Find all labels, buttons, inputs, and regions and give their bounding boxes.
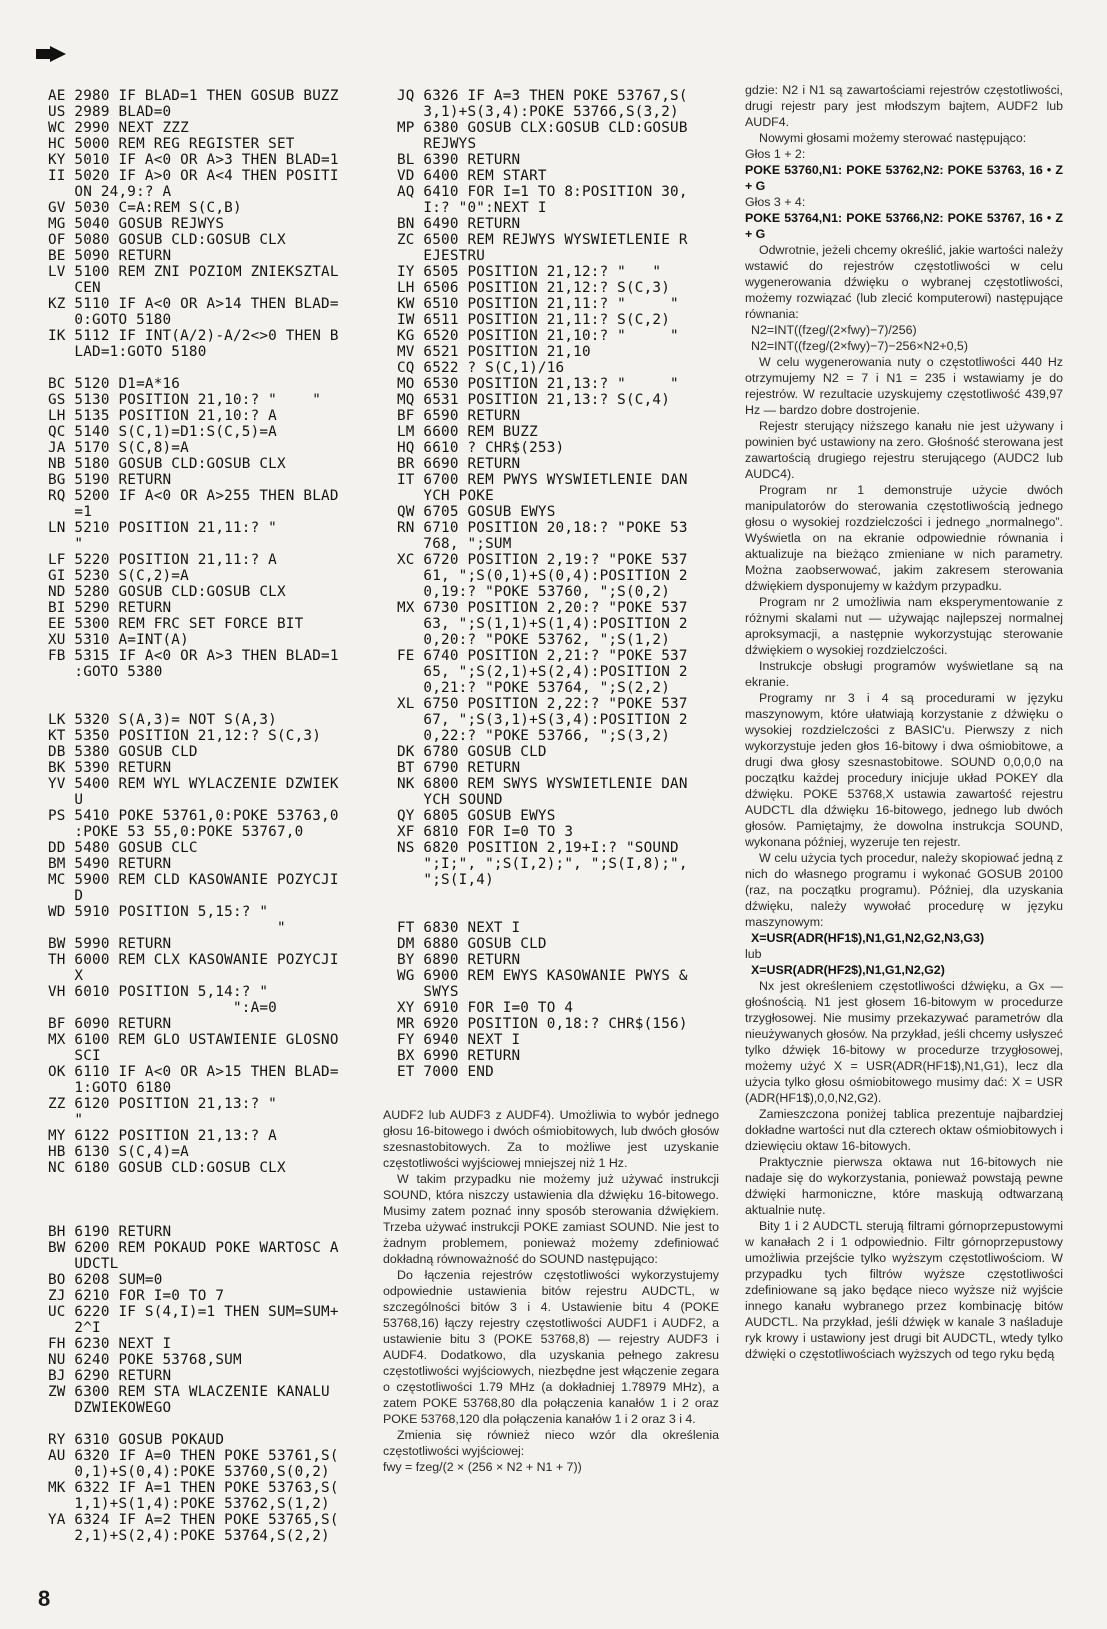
code-line: FH 6230 NEXT I	[48, 1336, 172, 1352]
code-line: "	[48, 536, 84, 552]
code-line: AE 2980 IF BLAD=1 THEN GOSUB BUZZ	[48, 88, 339, 104]
code-line: 3,1)+S(3,4):POKE 53766,S(3,2)	[397, 104, 679, 120]
voice-label: Głos 3 + 4:	[745, 195, 806, 209]
code-line: BG 5190 RETURN	[48, 472, 172, 488]
code-line: LK 5320 S(A,3)= NOT S(A,3)	[48, 712, 277, 728]
code-line: FE 6740 POSITION 2,21:? "POKE 537	[397, 648, 688, 664]
code-line: ON 24,9:? A	[48, 184, 172, 200]
code-line: BW 6200 REM POKAUD POKE WARTOSC A	[48, 1240, 339, 1256]
formula-text: X=USR(ADR(HF2$),N1,G1,N2,G2)	[751, 963, 945, 977]
code-line: 63, ";S(1,1)+S(1,4):POSITION 2	[397, 616, 688, 632]
code-line	[48, 680, 339, 696]
code-line: JA 5170 S(C,8)=A	[48, 440, 189, 456]
code-line: QW 6705 GOSUB EWYS	[397, 504, 556, 520]
code-line: OF 5080 GOSUB CLD:GOSUB CLX	[48, 232, 286, 248]
code-line: RN 6710 POSITION 20,18:? "POKE 53	[397, 520, 688, 536]
code-line: SCI	[48, 1048, 101, 1064]
article-text-column-3	[745, 82, 1063, 1362]
code-line: MK 6322 IF A=1 THEN POKE 53763,S(	[48, 1480, 339, 1496]
code-line: HC 5000 REM REG REGISTER SET	[48, 136, 295, 152]
paragraph: Program nr 2 umożliwia nam eksperymentowanie z różnymi skalami nut — używając najlepszej normalnej aproksymacji, a następnie wykorzystując sterowanie dźwiękiem o wysokiej rozdzielczości.	[745, 595, 1063, 657]
code-line: WG 6900 REM EWYS KASOWANIE PWYS &	[397, 968, 688, 984]
code-line: BF 6090 RETURN	[48, 1016, 172, 1032]
voice-formula	[745, 210, 1063, 242]
code-line: BR 6690 RETURN	[397, 456, 521, 472]
code-line: ZW 6300 REM STA WLACZENIE KANALU	[48, 1384, 330, 1400]
code-line: ZC 6500 REM REJWYS WYSWIETLENIE R	[397, 232, 688, 248]
code-line: 0,21:? "POKE 53764, ";S(2,2)	[397, 680, 671, 696]
code-line: 0,1)+S(0,4):POKE 53760,S(0,2)	[48, 1464, 330, 1480]
paragraph: W celu wygenerowania nuty o częstotliwości 440 Hz otrzymujemy N2 = 7 i N1 = 235 i wstawiamy je do rejestrów. W rezultacie uzyskujemy częstotliwość 439,97 Hz — bardzo dobre dostrojenie.	[745, 355, 1063, 417]
code-line: KG 6520 POSITION 21,10:? " "	[397, 328, 679, 344]
code-line: D	[48, 888, 84, 904]
code-line: 768, ";SUM	[397, 536, 512, 552]
code-line: :POKE 53 55,0:POKE 53767,0	[48, 824, 304, 840]
paragraph: Do łączenia rejestrów częstotliwości wykorzystujemy odpowiednie ustawienia bitów rejestru AUDCTL, w szczególności bitów 3 i 4. Ustawienie bitu 4 (POKE 53768,16) łączy rejestry częstotliwości AUDF1 i AUDF2, a ustawienie bitu 3 (POKE 53768,8) — rejestry AUDF3 i AUDF4. Dodatkowo, dla uzyskania pełnego zakresu częstotliwości wyjściowych, niezbędne jest włączenie zegara o częstotliwości 1.79 MHz (a dokładniej 1.78979 MHz), a zatem POKE 53768,80 dla połączenia kanałów 1 i 2 oraz POKE 53768,120 dla połączenia kanałów 1 i 2 oraz 3 i 4.	[383, 1268, 719, 1426]
formula-fwy: fwy = fzeg/(2 × (256 × N2 + N1 + 7))	[383, 1460, 582, 1474]
code-line: NU 6240 POKE 53768,SUM	[48, 1352, 242, 1368]
code-line: FY 6940 NEXT I	[397, 1032, 521, 1048]
code-line: 2^I	[48, 1320, 101, 1336]
code-line: :GOTO 5380	[48, 664, 163, 680]
code-line	[48, 1416, 339, 1432]
paragraph: W takim przypadku nie możemy już używać instrukcji SOUND, która niszczy ustawienia dla dźwięku 16-bitowego. Musimy zatem poznać inny sposób sterowania dźwiękiem. Trzeba używać instrukcji POKE zamiast SOUND. Nie jest to żadnym problemem, ponieważ możemy zdefiniować dokładną równoważność do SOUND następująco:	[383, 1172, 719, 1266]
equation: N2=INT((fzeg/(2×fwy)−7)/256)	[751, 323, 917, 337]
paragraph: gdzie: N2 i N1 są zawartościami rejestrów częstotliwości, drugi rejestr pary jest młodszym bajtem, AUDF2 lub AUDF4.	[745, 83, 1063, 129]
code-line: 61, ";S(0,1)+S(0,4):POSITION 2	[397, 568, 688, 584]
code-line: RQ 5200 IF A<0 OR A>255 THEN BLAD	[48, 488, 339, 504]
paragraph: Rejestr sterujący niższego kanału nie jest używany i powinien być ustawiony na zero. Głośność sterowana jest zawartością drugiego rejestru sterującego (AUDC2 lub AUDC4).	[745, 419, 1063, 481]
code-line: REJWYS	[397, 136, 477, 152]
code-line: UDCTL	[48, 1256, 119, 1272]
paragraph: lub	[745, 947, 762, 961]
code-line: VH 6010 POSITION 5,14:? "	[48, 984, 269, 1000]
paragraph: Praktycznie pierwsza oktawa nut 16-bitowych nie nadaje się do wykorzystania, ponieważ powstają pewne dźwięki harmoniczne, które maskują odtwarzaną aktualnie nutę.	[745, 1155, 1063, 1217]
code-line: BL 6390 RETURN	[397, 152, 521, 168]
code-line: IK 5112 IF INT(A/2)-A/2<>0 THEN B	[48, 328, 339, 344]
code-line: "	[48, 1112, 84, 1128]
code-line: DM 6880 GOSUB CLD	[397, 936, 547, 952]
code-line: SWYS	[397, 984, 459, 1000]
code-line: 2,1)+S(2,4):POKE 53764,S(2,2)	[48, 1528, 330, 1544]
code-line: KT 5350 POSITION 21,12:? S(C,3)	[48, 728, 322, 744]
code-line: MC 5900 REM CLD KASOWANIE POZYCJI	[48, 872, 339, 888]
code-line: QY 6805 GOSUB EWYS	[397, 808, 556, 824]
code-line: ";I;", ";S(I,2);", ";S(I,8);",	[397, 856, 688, 872]
code-line: HB 6130 S(C,4)=A	[48, 1144, 189, 1160]
article-text-column-2	[383, 1107, 719, 1475]
code-line: AQ 6410 FOR I=1 TO 8:POSITION 30,	[397, 184, 688, 200]
paragraph: W celu użycia tych procedur, należy skopiować jedną z nich do własnego programu i wykonać GOSUB 20100 (raz, na początku programu). Później, dla uzyskania dźwięku, należy wywołać procedurę w języku maszynowym:	[745, 851, 1063, 929]
code-line: UC 6220 IF S(4,I)=1 THEN SUM=SUM+	[48, 1304, 339, 1320]
code-line: NK 6800 REM SWYS WYSWIETLENIE DAN	[397, 776, 688, 792]
code-line: 0,22:? "POKE 53766, ";S(3,2)	[397, 728, 671, 744]
code-line	[48, 1176, 339, 1192]
code-line: 0,19:? "POKE 53760, ";S(0,2)	[397, 584, 671, 600]
code-line: NB 5180 GOSUB CLD:GOSUB CLX	[48, 456, 286, 472]
code-listing-column-1	[48, 88, 339, 1544]
code-line: BJ 6290 RETURN	[48, 1368, 172, 1384]
code-line: DD 5480 GOSUB CLC	[48, 840, 198, 856]
code-line: CEN	[48, 280, 101, 296]
code-line: MV 6521 POSITION 21,10	[397, 344, 591, 360]
voice-formula	[745, 162, 1063, 194]
code-line: YCH SOUND	[397, 792, 503, 808]
code-line	[48, 696, 339, 712]
code-line: MX 6100 REM GLO USTAWIENIE GLOSNO	[48, 1032, 339, 1048]
code-line: DK 6780 GOSUB CLD	[397, 744, 547, 760]
code-line: LN 5210 POSITION 21,11:? "	[48, 520, 277, 536]
code-line: BH 6190 RETURN	[48, 1224, 172, 1240]
paragraph: Programy nr 3 i 4 są procedurami w języku maszynowym, które ułatwiają korzystanie z dźwięku o wysokiej rozdzielczości z BASIC'u. Pierwszy z nich wykorzystuje jeden głos 16-bitowy i dwa ośmiobitowe, a drugi dwa głosy szesnastobitowe. SOUND 0,0,0,0 na początku każdej procedury inicjuje układ POKEY dla dźwięku. POKE 53768,X ustawia zawartość rejestru AUDCTL dla dźwięku 16-bitowego, jednego lub dwóch głosów. Pamiętajmy, że dowolna instrukcja SOUND, wykonana później, wyzeruje ten rejestr.	[745, 691, 1063, 849]
code-line: GV 5030 C=A:REM S(C,B)	[48, 200, 242, 216]
code-line: U	[48, 792, 84, 808]
code-line: 0,20:? "POKE 53762, ";S(1,2)	[397, 632, 671, 648]
code-line: RY 6310 GOSUB POKAUD	[48, 1432, 225, 1448]
formula-text: POKE 53760,N1: POKE 53762,N2: POKE 53763, 16 • Z + G	[745, 163, 1063, 193]
code-line: BF 6590 RETURN	[397, 408, 521, 424]
paragraph: Bity 1 i 2 AUDCTL sterują filtrami górnoprzepustowymi w kanałach 2 i 1 odpowiednio. Filtr górnoprzepustowy umożliwia przejście tylko wyższym częstotliwościom. W przypadku tych filtrów wyższe częstotliwości zdefiniowane są jako będące nieco wyższe niż wyjście innego kanału wybranego przez kombinację bitów AUDCTL. Na przykład, jeśli dźwięk w kanale 3 naśladuje ryk krowy i ustawiony jest drugi bit AUDCTL, wtedy tylko dźwięki o częstotliwościach wyższych od tego ryku będą	[745, 1219, 1063, 1361]
code-line: FB 5315 IF A<0 OR A>3 THEN BLAD=1	[48, 648, 339, 664]
code-line: XF 6810 FOR I=0 TO 3	[397, 824, 574, 840]
code-line: ";S(I,4)	[397, 872, 494, 888]
code-line: XC 6720 POSITION 2,19:? "POKE 537	[397, 552, 688, 568]
code-line: DZWIEKOWEGO	[48, 1400, 172, 1416]
code-line: IW 6511 POSITION 21,11:? S(C,2)	[397, 312, 671, 328]
code-line: DB 5380 GOSUB CLD	[48, 744, 198, 760]
code-line	[397, 904, 688, 920]
code-line: WD 5910 POSITION 5,15:? "	[48, 904, 269, 920]
paragraph: Zmienia się również nieco wzór dla określenia częstotliwości wyjściowej:	[383, 1428, 719, 1458]
paragraph: Odwrotnie, jeżeli chcemy określić, jakie wartości należy wstawić do rejestrów częstotliwości w celu wygenerowania dźwięku o wybranej częstotliwości, możemy rozwiązać (lub zlecić komputerowi) następujące równania:	[745, 243, 1063, 321]
code-line: GI 5230 S(C,2)=A	[48, 568, 189, 584]
code-line: US 2989 BLAD=0	[48, 104, 172, 120]
code-line	[48, 1192, 339, 1208]
code-line: VD 6400 REM START	[397, 168, 547, 184]
code-listing-column-2	[397, 88, 688, 1080]
code-line: AU 6320 IF A=0 THEN POKE 53761,S(	[48, 1448, 339, 1464]
code-line: MR 6920 POSITION 0,18:? CHR$(156)	[397, 1016, 688, 1032]
code-line: MP 6380 GOSUB CLX:GOSUB CLD:GOSUB	[397, 120, 688, 136]
code-line: BW 5990 RETURN	[48, 936, 172, 952]
code-line: MX 6730 POSITION 2,20:? "POKE 537	[397, 600, 688, 616]
code-line: BM 5490 RETURN	[48, 856, 172, 872]
code-line: "	[48, 920, 286, 936]
code-line: CQ 6522 ? S(C,1)/16	[397, 360, 565, 376]
code-line: BO 6208 SUM=0	[48, 1272, 163, 1288]
formula-text: X=USR(ADR(HF1$),N1,G1,N2,G2,N3,G3)	[751, 931, 985, 945]
code-line: 67, ";S(3,1)+S(3,4):POSITION 2	[397, 712, 688, 728]
code-line: XY 6910 FOR I=0 TO 4	[397, 1000, 574, 1016]
code-line: YA 6324 IF A=2 THEN POKE 53765,S(	[48, 1512, 339, 1528]
page-number: 8	[38, 1586, 51, 1611]
code-line: FT 6830 NEXT I	[397, 920, 521, 936]
paragraph: Instrukcje obsługi programów wyświetlane są na ekranie.	[745, 659, 1063, 689]
code-line: BN 6490 RETURN	[397, 216, 521, 232]
code-line: LH 6506 POSITION 21,12:? S(C,3)	[397, 280, 671, 296]
code-line: PS 5410 POKE 53761,0:POKE 53763,0	[48, 808, 339, 824]
code-line: ZJ 6210 FOR I=0 TO 7	[48, 1288, 225, 1304]
code-line: =1	[48, 504, 93, 520]
code-line: BT 6790 RETURN	[397, 760, 521, 776]
code-line: MO 6530 POSITION 21,13:? " "	[397, 376, 679, 392]
code-line: KZ 5110 IF A<0 OR A>14 THEN BLAD=	[48, 296, 339, 312]
code-line	[48, 360, 339, 376]
code-line: BE 5090 RETURN	[48, 248, 172, 264]
code-line: YCH POKE	[397, 488, 494, 504]
code-line: BX 6990 RETURN	[397, 1048, 521, 1064]
code-line	[397, 888, 688, 904]
code-line: NS 6820 POSITION 2,19+I:? "SOUND	[397, 840, 679, 856]
code-line: KY 5010 IF A<0 OR A>3 THEN BLAD=1	[48, 152, 339, 168]
code-line: II 5020 IF A>0 OR A<4 THEN POSITI	[48, 168, 339, 184]
code-line: MY 6122 POSITION 21,13:? A	[48, 1128, 277, 1144]
code-line: JQ 6326 IF A=3 THEN POKE 53767,S(	[397, 88, 688, 104]
code-line: LAD=1:GOTO 5180	[48, 344, 207, 360]
code-line: XU 5310 A=INT(A)	[48, 632, 189, 648]
code-line: YV 5400 REM WYL WYLACZENIE DZWIEK	[48, 776, 339, 792]
code-line: OK 6110 IF A<0 OR A>15 THEN BLAD=	[48, 1064, 339, 1080]
code-line: BY 6890 RETURN	[397, 952, 521, 968]
code-line: GS 5130 POSITION 21,10:? " "	[48, 392, 322, 408]
code-line: 1,1)+S(1,4):POKE 53762,S(1,2)	[48, 1496, 330, 1512]
code-line: LV 5100 REM ZNI POZIOM ZNIEKSZTAL	[48, 264, 339, 280]
code-line: KW 6510 POSITION 21,11:? " "	[397, 296, 679, 312]
code-line: BI 5290 RETURN	[48, 600, 172, 616]
code-line: LF 5220 POSITION 21,11:? A	[48, 552, 277, 568]
code-line: MQ 6531 POSITION 21,13:? S(C,4)	[397, 392, 671, 408]
usr-call	[745, 962, 1063, 978]
equation: N2=INT((fzeg/(2×fwy)−7)−256×N2+0,5)	[751, 339, 968, 353]
formula-text: POKE 53764,N1: POKE 53766,N2: POKE 53767, 16 • Z + G	[745, 211, 1063, 241]
code-line: 0:GOTO 5180	[48, 312, 172, 328]
code-line: NC 6180 GOSUB CLD:GOSUB CLX	[48, 1160, 286, 1176]
paragraph: AUDF2 lub AUDF3 z AUDF4). Umożliwia to wybór jednego głosu 16-bitowego i dwóch ośmiobitowych, lub dwóch głosów szesnastobitowych. Za to możliwe jest uzyskanie częstotliwości wyjściowej mniejszej niż 1 Hz.	[383, 1108, 719, 1170]
paragraph: Nx jest określeniem częstotliwości dźwięku, a Gx — głośnością. N1 jest głosem 16-bitowym w procedurze trzygłosowej. Nie musimy przekazywać parametrów dla nieużywanych głosów. Na przykład, jeśli chcemy usłyszeć tylko dźwięk 16-bitowy w procedurze trzygłosowej, możemy użyć X = USR(ADR(HF1$),N1,G1), lecz dla użycia tylko głosu ośmiobitowego musimy dać: X = USR (ADR(HF1$),0,0,N2,G2).	[745, 979, 1063, 1105]
code-line: LH 5135 POSITION 21,10:? A	[48, 408, 277, 424]
code-line: LM 6600 REM BUZZ	[397, 424, 538, 440]
section-arrow-icon	[50, 46, 66, 62]
code-line: X	[48, 968, 84, 984]
usr-call	[745, 930, 1063, 946]
paragraph: Nowymi głosami możemy sterować następująco:	[759, 131, 1027, 145]
code-line: EE 5300 REM FRC SET FORCE BIT	[48, 616, 304, 632]
code-line: ":A=0	[48, 1000, 277, 1016]
code-line: BK 5390 RETURN	[48, 760, 172, 776]
code-line: IY 6505 POSITION 21,12:? " "	[397, 264, 662, 280]
paragraph: Program nr 1 demonstruje użycie dwóch manipulatorów do sterowania częstotliwością jednego głosu o wysokiej rozdzielczości i jednego „normalnego”. Wyświetla on na ekranie odpowiednie równania i aktualizuje na bieżąco zmieniane w nich parametry. Można zaobserwować, jakim zakresem sterowania dźwiękiem dysponujemy w każdym przypadku.	[745, 483, 1063, 593]
paragraph: Zamieszczona poniżej tablica prezentuje najbardziej dokładne wartości nut dla czterech oktaw ośmiobitowych i dziewięciu oktaw 16-bitowych.	[745, 1107, 1063, 1153]
code-line: ZZ 6120 POSITION 21,13:? "	[48, 1096, 277, 1112]
voice-label: Głos 1 + 2:	[745, 147, 806, 161]
code-line: 65, ";S(2,1)+S(2,4):POSITION 2	[397, 664, 688, 680]
code-line: ET 7000 END	[397, 1064, 494, 1080]
code-line: MG 5040 GOSUB REJWYS	[48, 216, 225, 232]
code-line: 1:GOTO 6180	[48, 1080, 172, 1096]
code-line: TH 6000 REM CLX KASOWANIE POZYCJI	[48, 952, 339, 968]
code-line: IT 6700 REM PWYS WYSWIETLENIE DAN	[397, 472, 688, 488]
code-line: QC 5140 S(C,1)=D1:S(C,5)=A	[48, 424, 277, 440]
code-line: ND 5280 GOSUB CLD:GOSUB CLX	[48, 584, 286, 600]
code-line: BC 5120 D1=A*16	[48, 376, 181, 392]
code-line: I:? "0":NEXT I	[397, 200, 547, 216]
code-line: XL 6750 POSITION 2,22:? "POKE 537	[397, 696, 688, 712]
code-line: EJESTRU	[397, 248, 486, 264]
code-line	[48, 1208, 339, 1224]
code-line: HQ 6610 ? CHR$(253)	[397, 440, 565, 456]
code-line: WC 2990 NEXT ZZZ	[48, 120, 189, 136]
